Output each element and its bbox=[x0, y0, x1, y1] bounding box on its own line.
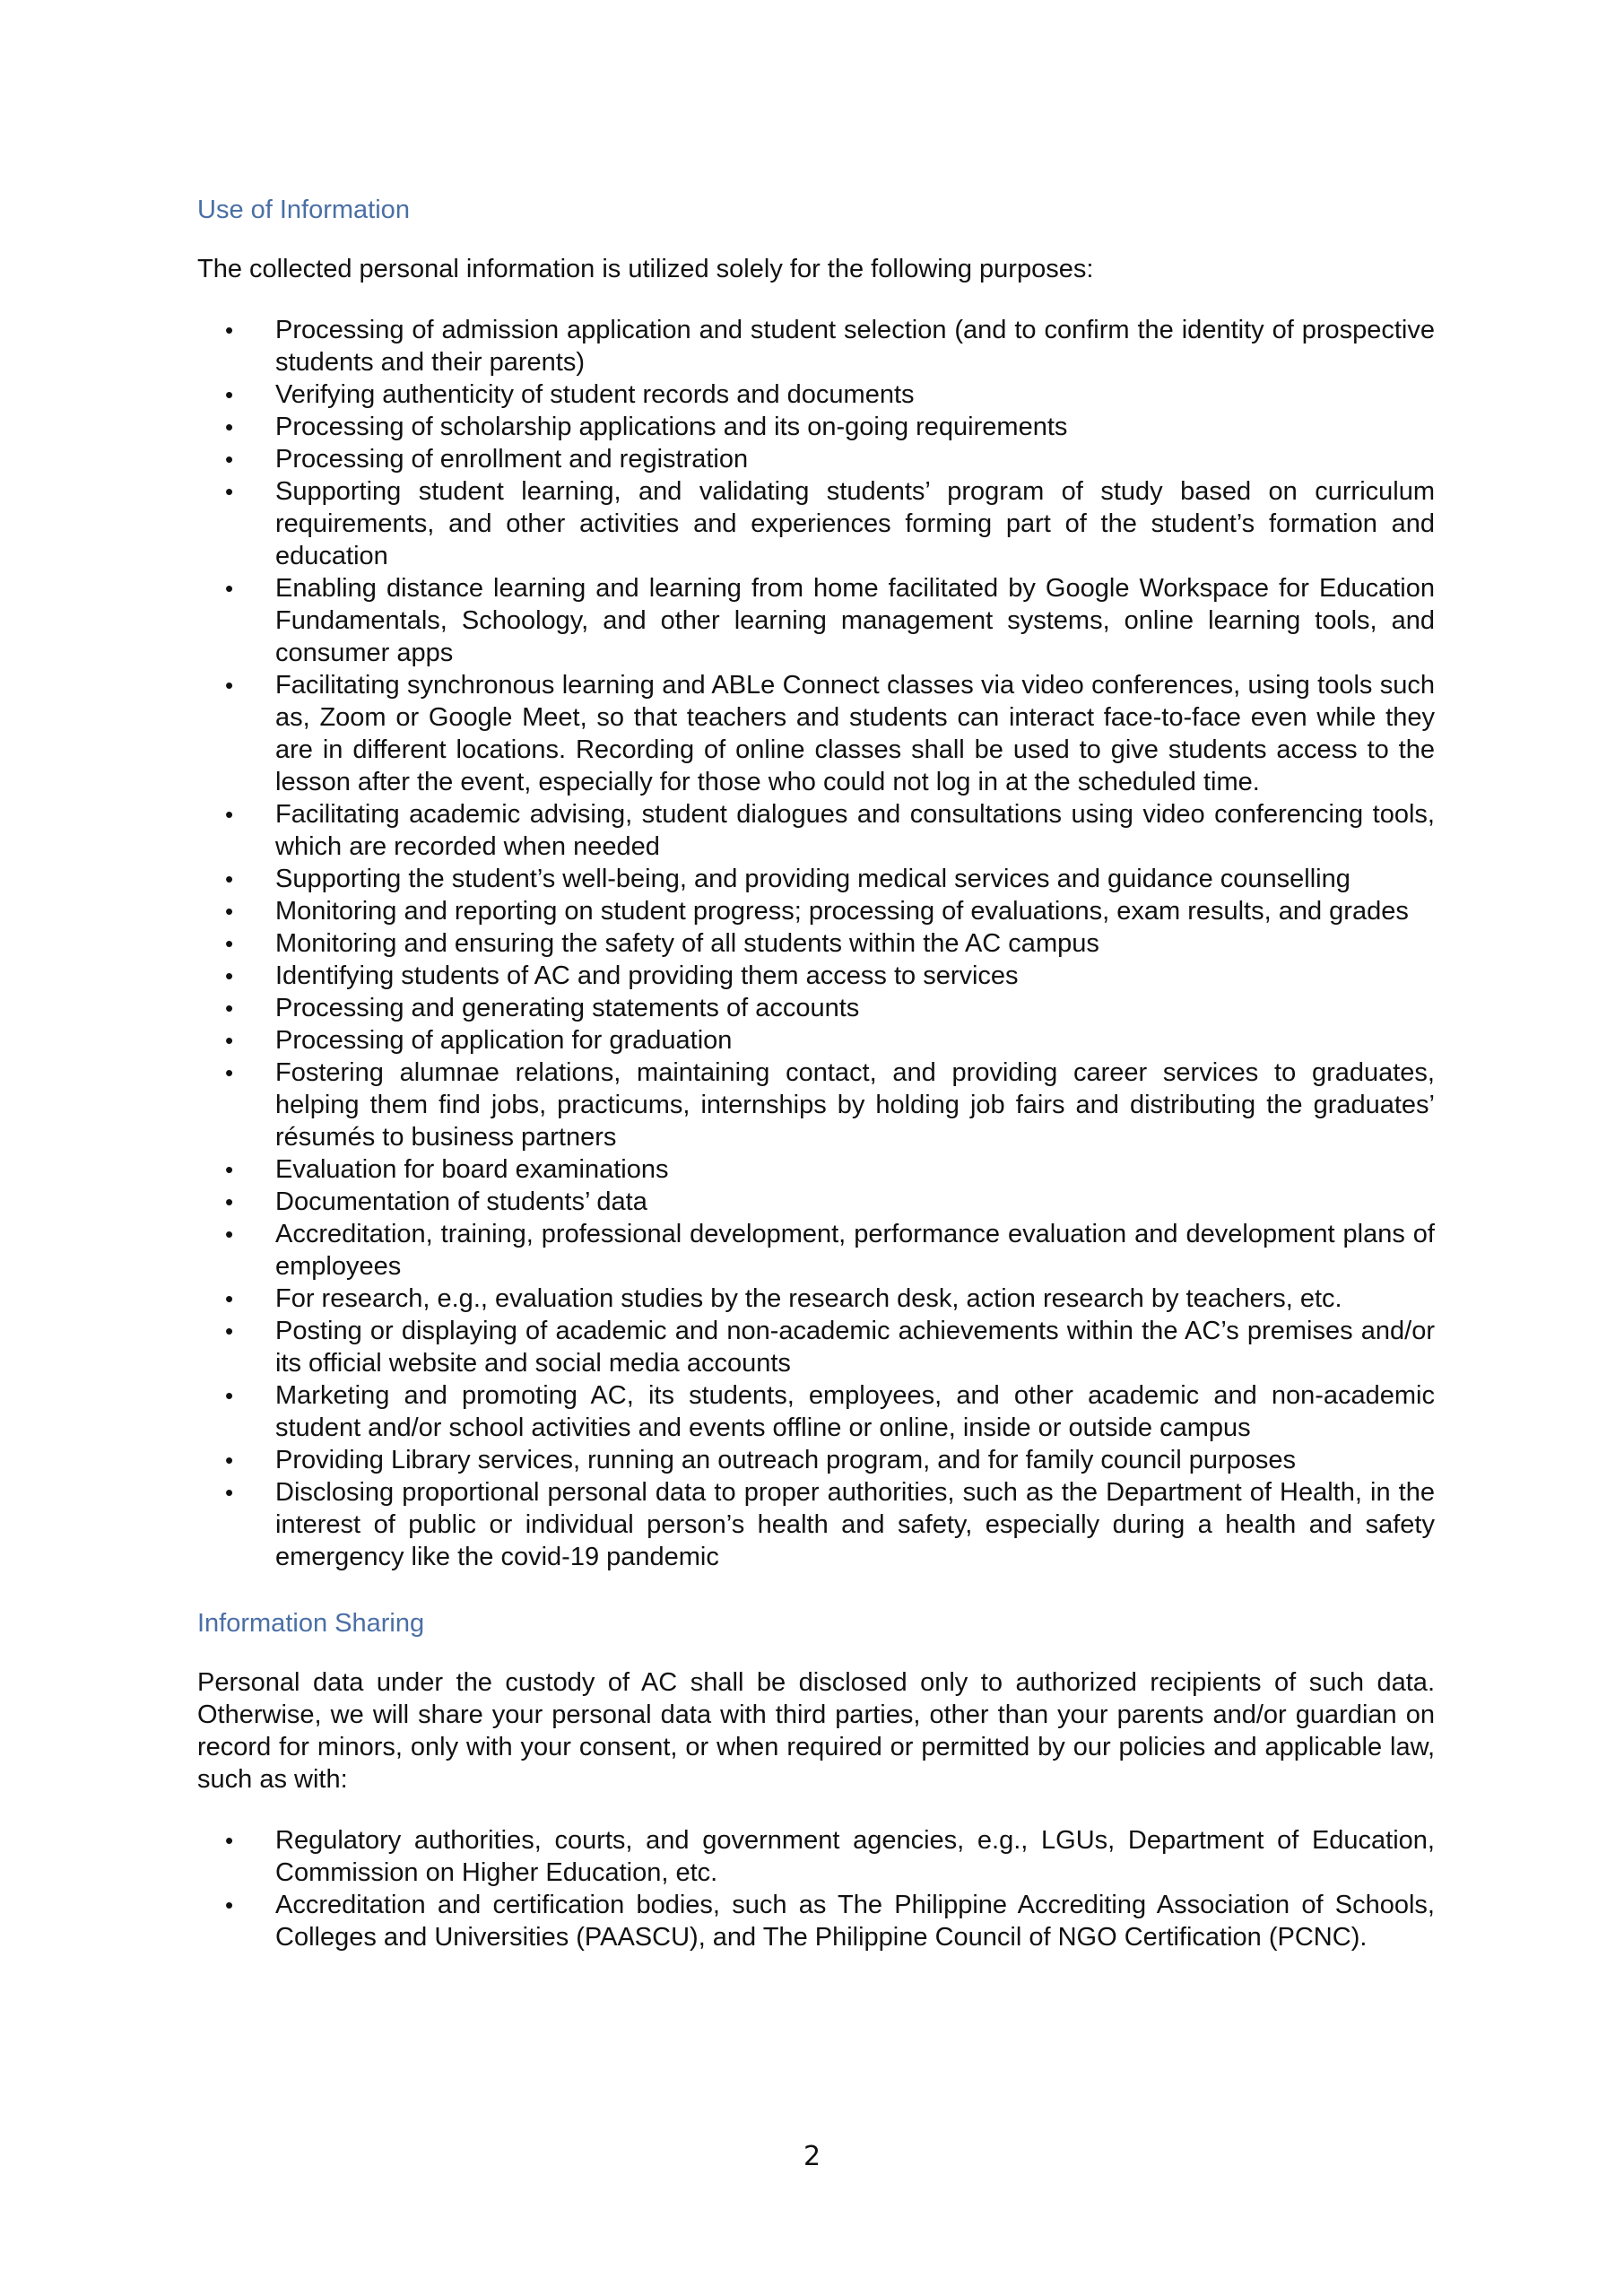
purpose-list-item bbox=[197, 1153, 1435, 1186]
bullet-icon: • bbox=[225, 898, 234, 925]
purpose-item-text: Disclosing proportional personal data to proper authorities, such as the Department of Health, in the interest of public or individual person’s health and safety, especially during a health and safety emergency like the covid-19 pandemic bbox=[275, 1478, 1435, 1571]
purpose-list-item bbox=[197, 475, 1435, 572]
bullet-icon: • bbox=[225, 446, 234, 473]
purpose-item-text: Processing of application for graduation bbox=[275, 1026, 733, 1055]
purpose-item-text: Processing of admission application and student selection (and to confirm the identity of prospective students and their parents) bbox=[275, 316, 1435, 377]
purpose-list-item bbox=[197, 798, 1435, 863]
purpose-list-item bbox=[197, 1057, 1435, 1153]
purpose-item-text: Monitoring and ensuring the safety of all students within the AC campus bbox=[275, 929, 1099, 958]
purpose-item-text: Enabling distance learning and learning from home facilitated by Google Workspace for Education Fundamentals, Schoology, and other learning management systems, online learning tools, and consumer apps bbox=[275, 574, 1435, 667]
purpose-list-item bbox=[197, 669, 1435, 798]
bullet-icon: • bbox=[225, 1479, 234, 1506]
purpose-list-item bbox=[197, 1444, 1435, 1476]
bullet-icon: • bbox=[225, 1892, 234, 1918]
bullet-icon: • bbox=[225, 930, 234, 957]
bullet-icon: • bbox=[225, 575, 234, 602]
section-heading-information-sharing: Information Sharing bbox=[197, 1609, 425, 1638]
bullet-icon: • bbox=[225, 1447, 234, 1474]
purpose-item-text: Providing Library services, running an outreach program, and for family council purposes bbox=[275, 1446, 1297, 1474]
recipient-item-text: Regulatory authorities, courts, and government agencies, e.g., LGUs, Department of Education, Commission on Higher Education, etc. bbox=[275, 1826, 1435, 1887]
purpose-list-item bbox=[197, 1476, 1435, 1573]
purpose-item-text: Supporting student learning, and validating students’ program of study based on curriculum requirements, and other activities and experiences forming part of the student’s formation and education bbox=[275, 477, 1435, 570]
bullet-icon: • bbox=[225, 1285, 234, 1312]
purpose-item-text: Posting or displaying of academic and non-academic achievements within the AC’s premises and/or its official website and social media accounts bbox=[275, 1317, 1435, 1378]
purpose-list-item bbox=[197, 1186, 1435, 1218]
purposes-list bbox=[197, 314, 1435, 1573]
purpose-list-item bbox=[197, 1024, 1435, 1057]
purpose-item-text: Facilitating academic advising, student dialogues and consultations using video conferencing tools, which are recorded when needed bbox=[275, 800, 1435, 861]
purpose-list-item bbox=[197, 378, 1435, 411]
section-heading-use-of-information: Use of Information bbox=[197, 196, 410, 224]
bullet-icon: • bbox=[225, 801, 234, 828]
purpose-item-text: Accreditation, training, professional development, performance evaluation and development plans of employees bbox=[275, 1220, 1435, 1281]
bullet-icon: • bbox=[225, 478, 234, 505]
purpose-item-text: Processing and generating statements of accounts bbox=[275, 994, 860, 1022]
page-number: 2 bbox=[803, 2141, 821, 2172]
purpose-item-text: Marketing and promoting AC, its students, employees, and other academic and non-academic student and/or school activities and events offline or online, inside or outside campus bbox=[275, 1381, 1435, 1442]
recipient-item-text: Accreditation and certification bodies, such as The Philippine Accrediting Association of Schools, Colleges and Universities (PAASCU), and The Philippine Council of NGO Certification (PCNC). bbox=[275, 1891, 1435, 1952]
purpose-list-item bbox=[197, 411, 1435, 443]
purpose-item-text: Identifying students of AC and providing them access to services bbox=[275, 961, 1019, 990]
purpose-list-item bbox=[197, 314, 1435, 378]
purpose-list-item bbox=[197, 895, 1435, 927]
purpose-item-text: Facilitating synchronous learning and ABLe Connect classes via video conferences, using tools such as, Zoom or Google Meet, so that teachers and students can interact face-to-face even while they are in different locations. Recording of online classes shall be used to give students access to the lesson after the event, especially for those who could not log in at the scheduled time. bbox=[275, 671, 1435, 796]
purpose-list-item bbox=[197, 1379, 1435, 1444]
bullet-icon: • bbox=[225, 962, 234, 989]
bullet-icon: • bbox=[225, 995, 234, 1022]
purpose-item-text: For research, e.g., evaluation studies by the research desk, action research by teachers, etc. bbox=[275, 1284, 1342, 1313]
purpose-list-item bbox=[197, 927, 1435, 960]
purpose-list-item bbox=[197, 960, 1435, 992]
purpose-item-text: Evaluation for board examinations bbox=[275, 1155, 669, 1184]
recipient-list-item bbox=[197, 1824, 1435, 1889]
purpose-list-item bbox=[197, 1283, 1435, 1315]
document-body bbox=[197, 194, 1435, 1953]
purpose-list-item bbox=[197, 443, 1435, 475]
section-intro-use-of-information: The collected personal information is utilized solely for the following purposes: bbox=[197, 255, 1094, 283]
purpose-list-item bbox=[197, 1315, 1435, 1379]
bullet-icon: • bbox=[225, 672, 234, 699]
recipients-list bbox=[197, 1824, 1435, 1953]
purpose-list-item bbox=[197, 992, 1435, 1024]
bullet-icon: • bbox=[225, 1382, 234, 1409]
purpose-list-item bbox=[197, 1218, 1435, 1283]
bullet-icon: • bbox=[225, 1059, 234, 1086]
bullet-icon: • bbox=[225, 1221, 234, 1248]
bullet-icon: • bbox=[225, 1318, 234, 1344]
bullet-icon: • bbox=[225, 865, 234, 892]
purpose-list-item bbox=[197, 863, 1435, 895]
purpose-item-text: Processing of scholarship applications and its on-going requirements bbox=[275, 413, 1068, 441]
bullet-icon: • bbox=[225, 1827, 234, 1854]
purpose-item-text: Verifying authenticity of student records and documents bbox=[275, 380, 915, 409]
purpose-list-item bbox=[197, 572, 1435, 669]
bullet-icon: • bbox=[225, 1156, 234, 1183]
purpose-item-text: Supporting the student’s well-being, and providing medical services and guidance counselling bbox=[275, 865, 1350, 893]
section-intro-information-sharing: Personal data under the custody of AC shall be disclosed only to authorized recipients of such data. Otherwise, we will share your personal data with third parties, other than your parents and/or guardian on record for minors, only with your consent, or when required or permitted by our policies and applicable law, such as with: bbox=[197, 1668, 1435, 1794]
bullet-icon: • bbox=[225, 381, 234, 408]
purpose-item-text: Documentation of students’ data bbox=[275, 1187, 647, 1216]
recipient-list-item bbox=[197, 1889, 1435, 1953]
bullet-icon: • bbox=[225, 1188, 234, 1215]
purpose-item-text: Processing of enrollment and registration bbox=[275, 445, 749, 474]
purpose-item-text: Fostering alumnae relations, maintaining contact, and providing career services to graduates, helping them find jobs, practicums, internships by holding job fairs and distributing the graduates’ résumés to business partners bbox=[275, 1058, 1435, 1152]
bullet-icon: • bbox=[225, 1027, 234, 1054]
bullet-icon: • bbox=[225, 413, 234, 440]
bullet-icon: • bbox=[225, 317, 234, 344]
purpose-item-text: Monitoring and reporting on student progress; processing of evaluations, exam results, and grades bbox=[275, 897, 1409, 926]
